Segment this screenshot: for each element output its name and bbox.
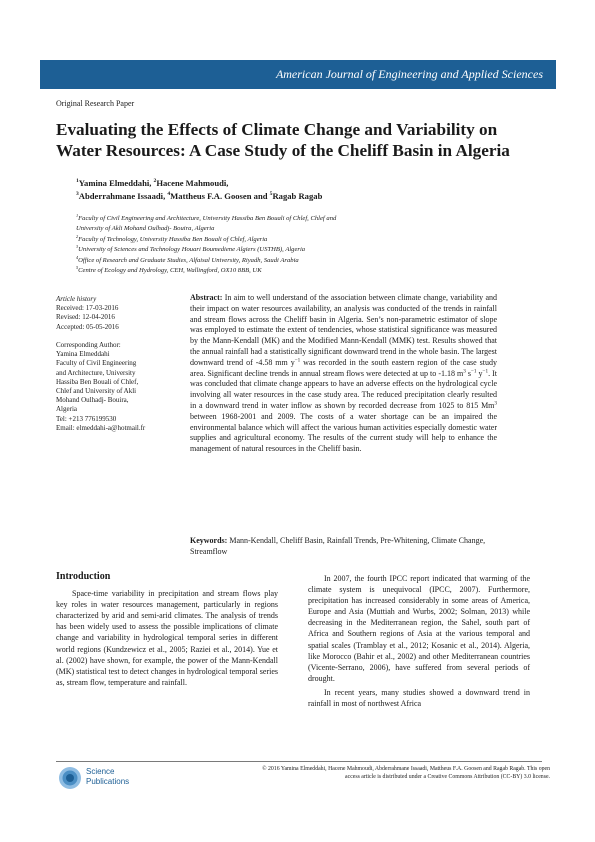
science-publications-logo-icon bbox=[58, 766, 82, 790]
affiliation-text: University of Sciences and Technology Houari Boumediene Algiers (USTHB), Algeria bbox=[78, 246, 306, 254]
unit-exponent: −1 bbox=[470, 367, 477, 374]
logo-line-2: Publications bbox=[86, 777, 130, 786]
copyright-line: © 2016 Yamina Elmeddahi, Hacene Mahmoudi, Abderrahmane Issaadi, Mattheus F.A. Goosen and Ragab Ragab. This open bbox=[262, 766, 550, 772]
author-line-2 bbox=[76, 190, 322, 203]
science-publications-logo bbox=[58, 765, 138, 791]
article-title: Evaluating the Effects of Climate Change and Variability on Water Resources: A Case Study of the Cheliff Basin in Algeria bbox=[56, 120, 510, 160]
journal-name: American Journal of Engineering and Applied Sciences bbox=[275, 67, 543, 81]
body-paragraph: In 2007, the fourth IPCC report indicated that warming of the climate system is unequivocal (IPCC, 2007). Furthermore, precipitation has increased considerably in some areas of America, Europe and Asia (Muttiah and Wurbs, 2002; Solman, 2013) while decreasing in the Mediterranean region, the Sahel, south part of Africa and Southern regions of Asia at the various temporal and spatial scales (Tramblay et al., 2012; Kosanic et al., 2014). Algeria, like Morocco (Bahir et al., 2002) and other Mediterranean countries (Vicente-Serrano, 2006), have suffered from several periods of drought. bbox=[308, 574, 530, 683]
author-name[interactable]: Abderrahmane Issaadi, bbox=[78, 190, 168, 201]
keywords-text: Mann-Kendall, Cheliff Basin, Rainfall Trends, Pre-Whitening, Climate Change, Streamflow bbox=[190, 536, 486, 556]
affiliation-text: University of Akli Mohand Oulhadj- Bouira, Algeria bbox=[76, 225, 215, 233]
author-affiliation-mark: 2 bbox=[153, 178, 157, 185]
affiliation-item bbox=[76, 245, 336, 255]
received-date: Received: 17-03-2016 bbox=[56, 304, 119, 313]
unit-exponent: −1 bbox=[482, 367, 489, 374]
corresponding-phone: Tel: +213 776199530 bbox=[56, 414, 117, 423]
author-name[interactable]: Ragab Ragab bbox=[272, 190, 323, 201]
author-list bbox=[76, 177, 322, 202]
revised-date: Revised: 12-04-2016 bbox=[56, 313, 115, 322]
logo-wordmark bbox=[86, 767, 129, 787]
corresponding-line: Mohand Oulhadj- Bouira, bbox=[56, 396, 129, 405]
journal-banner bbox=[40, 60, 556, 89]
article-type: Original Research Paper bbox=[56, 99, 135, 108]
corresponding-line: and Architecture, University bbox=[56, 368, 136, 377]
abstract-text: s bbox=[465, 368, 471, 378]
section-heading-introduction: Introduction bbox=[56, 571, 111, 582]
corresponding-line: Yamina Elmeddahi bbox=[56, 350, 110, 359]
affiliation-item bbox=[76, 256, 336, 266]
spacer bbox=[56, 332, 178, 341]
abstract-text: . It was concluded that climate change appears to have an adverse effects on the hydrological cycle involving all water resources in the case study area. The reduced precipitation clearly resulted in a downward trend in water inflow as shown by recorded decrease from 1025 to 815 Mm bbox=[190, 368, 497, 410]
affiliation-text: Centre of Ecology and Hydrology, CEH, Wallingford, OX10 8BB, UK bbox=[78, 267, 262, 275]
affiliation-item bbox=[76, 224, 336, 234]
corresponding-line: Faculty of Civil Engineering bbox=[56, 359, 137, 368]
affiliation-list bbox=[76, 214, 336, 276]
affiliation-item bbox=[76, 235, 336, 245]
copyright-notice bbox=[176, 765, 550, 781]
corresponding-line: Hassiba Ben Bouali of Chlef, bbox=[56, 377, 139, 386]
affiliation-item bbox=[76, 266, 336, 276]
affiliation-item bbox=[76, 214, 336, 224]
body-paragraph: Space-time variability in precipitation and stream flows play key roles in water resources management, particularly in regions characterized by arid and semi-arid climates. The analysis of trends has been widely used to assess the possible implications of climate change and variability in hydrological temporal series in different world regions (Kundzewicz et al., 2005; Raziei et al., 2014). Yue et al. (2002) have shown, for example, the power of the Mann-Kendall (MK) statistical test to detect changes in hydrological temporal series as, stream flow, temperature and rainfall. bbox=[56, 589, 278, 687]
author-affiliation-mark: 1 bbox=[76, 178, 79, 185]
author-line-1 bbox=[76, 177, 322, 190]
accepted-date: Accepted: 05-05-2016 bbox=[56, 322, 119, 331]
body-paragraph: In recent years, many studies showed a downward trend in rainfall in most of northwest Africa bbox=[308, 687, 530, 709]
body-column-right bbox=[308, 573, 530, 709]
logo-ring-inner bbox=[66, 774, 74, 782]
abstract bbox=[190, 293, 497, 455]
abstract-text: y bbox=[476, 368, 483, 378]
unit-exponent: 3 bbox=[463, 367, 466, 374]
keywords bbox=[190, 536, 497, 558]
affiliation-text: Faculty of Civil Engineering and Architecture, University Hassiba Ben Bouali of Chlef, Chlef and bbox=[78, 215, 337, 222]
affiliation-mark: 1 bbox=[76, 212, 79, 218]
keywords-label: Keywords: bbox=[190, 536, 228, 545]
article-history-sidebar bbox=[56, 295, 178, 433]
abstract-text: In aim to well understand of the association between climate change, variability and their impact on water resources availability, an analysis was conducted of the trends in rainfall and stream flows across the Cheliff basin in Algeria. Sen’s non-parametric estimator of slope was employed to estimate the extent of tendencies, whose statistical significance was measured by the Mann-Kendall (MK) and the Modified Mann-Kendall (MMK) test. Results showed that the annual rainfall had a statistically significant downward trend in the whole basin. The largest downward trend of -4.58 mm y bbox=[190, 293, 497, 367]
abstract-text: was recorded in the south eastern region of the case study area. Significant decline trends in annual stream flows were detected at up to -1.18 m bbox=[190, 357, 497, 378]
corresponding-heading: Corresponding Author: bbox=[56, 341, 121, 349]
affiliation-text: Faculty of Technology, University Hassiba Ben Bouali of Chlef, Algeria bbox=[78, 235, 268, 243]
author-affiliation-mark: 5 bbox=[269, 190, 273, 197]
corresponding-email[interactable]: Email: elmeddahi-a@hotmail.fr bbox=[56, 423, 146, 432]
affiliation-text: Office of Research and Graduate Studies, Alfaisal University, Riyadh, Saudi Arabia bbox=[78, 256, 299, 264]
author-affiliation-mark: 3 bbox=[76, 190, 79, 197]
unit-exponent: −1 bbox=[294, 357, 301, 364]
corresponding-line: Chlef and University of Akli bbox=[56, 387, 137, 396]
body-column-left bbox=[56, 571, 278, 688]
author-name[interactable]: Yamina Elmeddahi, bbox=[78, 178, 154, 188]
abstract-text: between 1968-2001 and 2009. The costs of a water shortage can be an impaired the environmental balance which will affect the various human activities especially domestic water supplies and agricultural economy. The results of the current study will help to enhance the management of natural resources in the Cheliff basin. bbox=[190, 411, 497, 454]
history-heading: Article history bbox=[56, 295, 97, 303]
affiliation-mark: 5 bbox=[76, 264, 79, 270]
logo-line-1: Science bbox=[86, 767, 115, 776]
affiliation-mark: 2 bbox=[76, 233, 79, 239]
affiliation-mark: 3 bbox=[76, 244, 79, 250]
author-name[interactable]: Mattheus F.A. Goosen and bbox=[170, 190, 270, 201]
footer-divider bbox=[56, 761, 542, 762]
affiliation-mark: 4 bbox=[76, 254, 79, 260]
unit-exponent: 3 bbox=[494, 400, 497, 407]
abstract-label: Abstract: bbox=[190, 293, 223, 302]
author-affiliation-mark: 4 bbox=[167, 190, 171, 197]
author-name[interactable]: Hacene Mahmoudi, bbox=[156, 178, 229, 188]
license-line[interactable]: access article is distributed under a Creative Commons Attribution (CC-BY) 3.0 license. bbox=[345, 774, 550, 780]
corresponding-line: Algeria bbox=[56, 405, 77, 414]
